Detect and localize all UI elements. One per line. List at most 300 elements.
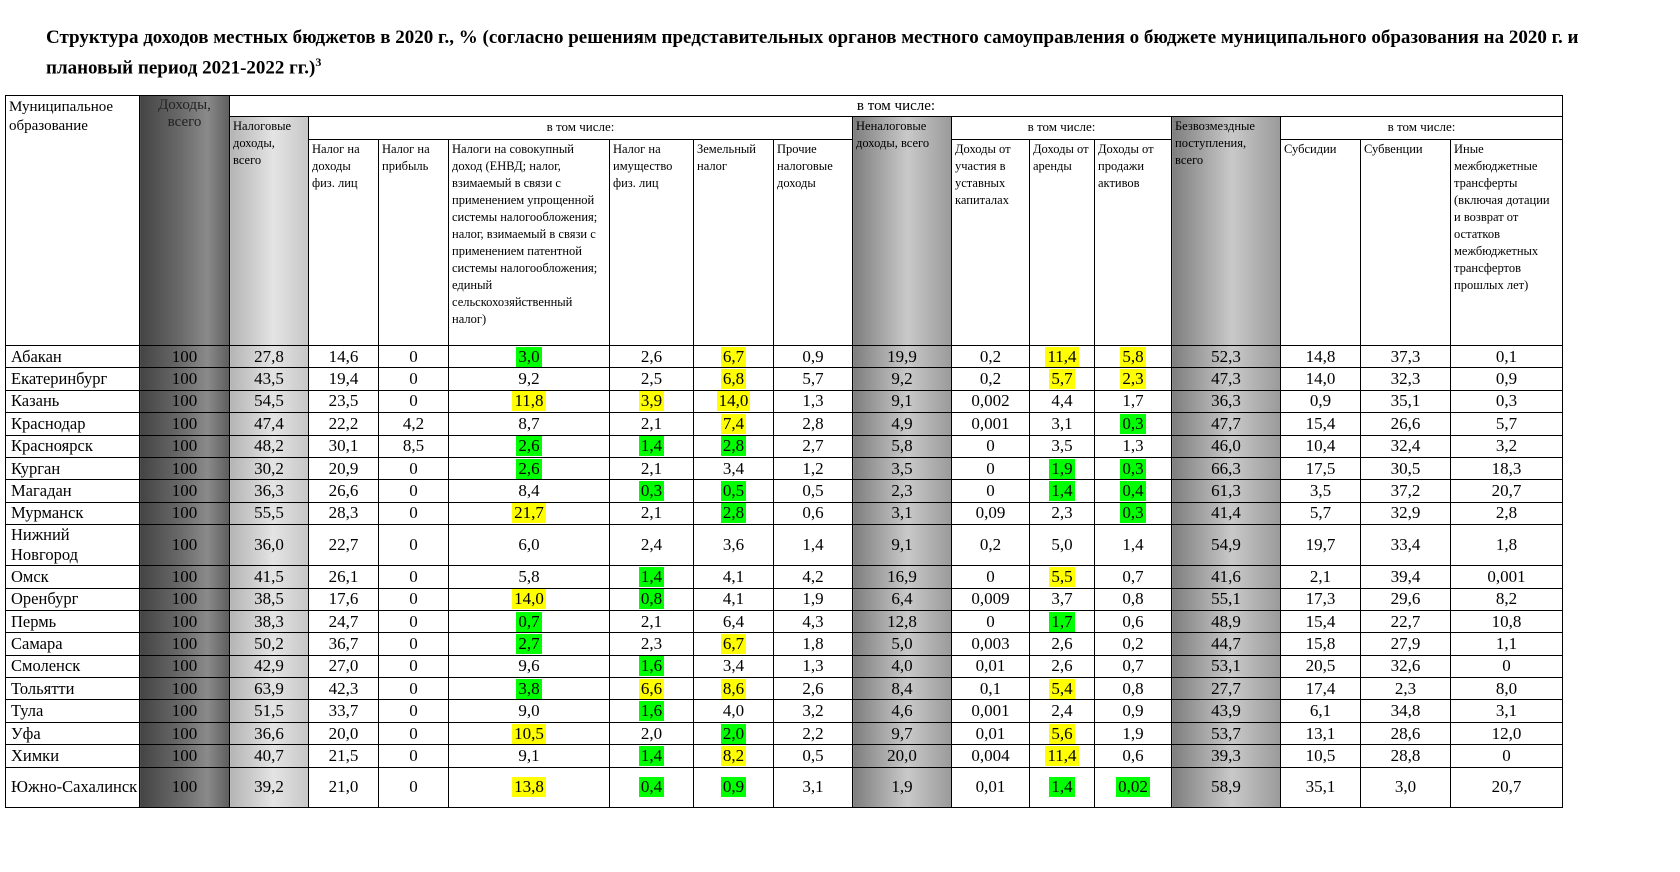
cell-subventions: 22,7 (1361, 610, 1451, 632)
cell-rent-income (1030, 457, 1095, 479)
cell-personal-income-tax: 27,0 (309, 655, 379, 677)
cell-gratuitous-total: 39,3 (1172, 745, 1281, 767)
cell-tax-total: 30,2 (230, 457, 309, 479)
cell-other-transfers: 0 (1451, 745, 1563, 767)
income-structure-table (5, 95, 1563, 808)
cell-gratuitous-total: 58,9 (1172, 767, 1281, 807)
highlight-yellow: 10,5 (514, 723, 544, 743)
cell-asset-sales: 0,6 (1095, 745, 1172, 767)
cell-profit-tax: 0 (379, 722, 449, 744)
cell-property-tax (610, 700, 694, 722)
cell-aggregate-income-taxes (449, 722, 610, 744)
cell-tax-total: 48,2 (230, 435, 309, 457)
cell-tax-total: 42,9 (230, 655, 309, 677)
cell-gratuitous-total: 36,3 (1172, 390, 1281, 412)
cell-total: 100 (140, 502, 230, 524)
cell-gratuitous-total: 44,7 (1172, 633, 1281, 655)
cell-capital-participation: 0,004 (952, 745, 1030, 767)
cell-tax-total: 40,7 (230, 745, 309, 767)
cell-total: 100 (140, 525, 230, 566)
cell-other-tax: 1,8 (774, 633, 853, 655)
highlight-yellow: 5,7 (1051, 369, 1073, 389)
cell-tax-total: 27,8 (230, 346, 309, 368)
cell-gratuitous-total: 47,3 (1172, 368, 1281, 390)
cell-municipality: Мурманск (6, 502, 140, 524)
cell-tax-total: 63,9 (230, 678, 309, 700)
cell-personal-income-tax: 17,6 (309, 588, 379, 610)
cell-personal-income-tax: 26,6 (309, 480, 379, 502)
cell-property-tax: 2,6 (610, 346, 694, 368)
header-land-tax: Земельный налог (694, 140, 774, 346)
cell-asset-sales: 1,7 (1095, 390, 1172, 412)
cell-nontax-total: 20,0 (853, 745, 952, 767)
cell-other-transfers: 8,2 (1451, 588, 1563, 610)
highlight-yellow: 7,4 (722, 413, 745, 433)
cell-other-tax: 1,3 (774, 655, 853, 677)
cell-land-tax (694, 368, 774, 390)
cell-property-tax: 2,1 (610, 457, 694, 479)
table-row (6, 368, 1563, 390)
cell-land-tax (694, 346, 774, 368)
cell-rent-income: 3,5 (1030, 435, 1095, 457)
highlight-green: 0,9 (722, 777, 745, 797)
cell-profit-tax: 0 (379, 745, 449, 767)
cell-land-tax (694, 413, 774, 435)
cell-aggregate-income-taxes (449, 390, 610, 412)
cell-total: 100 (140, 722, 230, 744)
cell-other-transfers: 20,7 (1451, 480, 1563, 502)
cell-property-tax: 2,4 (610, 525, 694, 566)
header-property-tax: Налог на имущество физ. лиц (610, 140, 694, 346)
cell-land-tax: 4,1 (694, 588, 774, 610)
cell-other-tax: 2,8 (774, 413, 853, 435)
highlight-yellow: 11,8 (514, 391, 544, 411)
header-gratuitous-total: Безвозмездные поступления, всего (1172, 117, 1281, 346)
cell-total: 100 (140, 655, 230, 677)
cell-municipality: Магадан (6, 480, 140, 502)
cell-rent-income (1030, 480, 1095, 502)
highlight-yellow: 6,7 (722, 633, 745, 653)
highlight-yellow: 2,3 (1122, 369, 1144, 389)
cell-personal-income-tax: 42,3 (309, 678, 379, 700)
cell-subsidies: 6,1 (1281, 700, 1361, 722)
highlight-yellow: 6,7 (722, 346, 745, 366)
cell-subventions: 35,1 (1361, 390, 1451, 412)
cell-property-tax (610, 435, 694, 457)
cell-aggregate-income-taxes: 9,1 (449, 745, 610, 767)
cell-capital-participation: 0,01 (952, 655, 1030, 677)
cell-subventions: 32,4 (1361, 435, 1451, 457)
table-row (6, 566, 1563, 588)
cell-capital-participation: 0,1 (952, 678, 1030, 700)
highlight-green: 0,3 (1122, 503, 1144, 523)
table-row (6, 655, 1563, 677)
cell-other-transfers: 0,3 (1451, 390, 1563, 412)
header-tax-income-total: Налоговые доходы, всего (230, 117, 309, 346)
cell-subsidies: 15,4 (1281, 413, 1361, 435)
table-row (6, 610, 1563, 632)
cell-asset-sales: 1,4 (1095, 525, 1172, 566)
table-row (6, 480, 1563, 502)
highlight-green: 1,6 (640, 701, 663, 721)
cell-gratuitous-total: 52,3 (1172, 346, 1281, 368)
cell-gratuitous-total: 61,3 (1172, 480, 1281, 502)
cell-profit-tax: 0 (379, 525, 449, 566)
cell-property-tax: 2,1 (610, 502, 694, 524)
cell-property-tax (610, 655, 694, 677)
cell-total: 100 (140, 435, 230, 457)
cell-nontax-total: 3,1 (853, 502, 952, 524)
cell-other-tax: 0,5 (774, 745, 853, 767)
highlight-green: 0,4 (640, 777, 663, 797)
cell-nontax-total: 2,3 (853, 480, 952, 502)
cell-rent-income (1030, 368, 1095, 390)
cell-other-transfers: 3,1 (1451, 700, 1563, 722)
cell-subventions: 28,6 (1361, 722, 1451, 744)
cell-profit-tax: 0 (379, 610, 449, 632)
cell-capital-participation: 0,2 (952, 346, 1030, 368)
cell-other-transfers: 0,1 (1451, 346, 1563, 368)
cell-municipality: Омск (6, 566, 140, 588)
cell-municipality: Курган (6, 457, 140, 479)
cell-other-tax: 2,7 (774, 435, 853, 457)
table-row (6, 390, 1563, 412)
cell-rent-income (1030, 767, 1095, 807)
cell-subsidies: 13,1 (1281, 722, 1361, 744)
highlight-yellow: 11,4 (1047, 745, 1077, 765)
cell-subventions: 37,3 (1361, 346, 1451, 368)
header-aggregate-income-taxes: Налоги на совокупный доход (ЕНВД; налог, взимаемый в связи с применением упрощенной системы налогообложения; налог, взимаемый в связи с применением патентной системы налогообложения; единый сельскохозяйственный налог) (449, 140, 610, 346)
highlight-green: 0,3 (1122, 413, 1144, 433)
header-subsidies: Субсидии (1281, 140, 1361, 346)
cell-gratuitous-total: 48,9 (1172, 610, 1281, 632)
highlight-yellow: 8,6 (722, 678, 745, 698)
cell-profit-tax: 0 (379, 368, 449, 390)
cell-aggregate-income-taxes (449, 435, 610, 457)
cell-subsidies: 35,1 (1281, 767, 1361, 807)
cell-asset-sales: 1,9 (1095, 722, 1172, 744)
cell-other-tax: 1,9 (774, 588, 853, 610)
cell-municipality: Красноярск (6, 435, 140, 457)
cell-capital-participation: 0,009 (952, 588, 1030, 610)
cell-subsidies: 5,7 (1281, 502, 1361, 524)
cell-tax-total: 54,5 (230, 390, 309, 412)
highlight-green: 1,4 (640, 745, 663, 765)
table-body (6, 346, 1563, 808)
cell-total: 100 (140, 566, 230, 588)
cell-gratuitous-total: 43,9 (1172, 700, 1281, 722)
cell-subventions: 3,0 (1361, 767, 1451, 807)
cell-subsidies: 17,4 (1281, 678, 1361, 700)
cell-personal-income-tax: 14,6 (309, 346, 379, 368)
cell-capital-participation: 0,2 (952, 525, 1030, 566)
cell-asset-sales (1095, 457, 1172, 479)
highlight-green: 0,3 (1122, 458, 1144, 478)
cell-total: 100 (140, 588, 230, 610)
cell-gratuitous-total: 46,0 (1172, 435, 1281, 457)
table-row (6, 588, 1563, 610)
cell-profit-tax: 0 (379, 767, 449, 807)
cell-profit-tax: 8,5 (379, 435, 449, 457)
cell-other-transfers: 10,8 (1451, 610, 1563, 632)
table-row (6, 346, 1563, 368)
cell-property-tax (610, 480, 694, 502)
cell-land-tax (694, 502, 774, 524)
cell-other-transfers: 20,7 (1451, 767, 1563, 807)
cell-profit-tax: 0 (379, 566, 449, 588)
highlight-green: 0,02 (1118, 777, 1148, 797)
cell-total: 100 (140, 413, 230, 435)
cell-profit-tax: 0 (379, 678, 449, 700)
cell-subventions: 28,8 (1361, 745, 1451, 767)
highlight-yellow: 5,6 (1051, 723, 1073, 743)
cell-capital-participation: 0 (952, 480, 1030, 502)
cell-nontax-total: 9,1 (853, 390, 952, 412)
cell-personal-income-tax: 22,2 (309, 413, 379, 435)
cell-nontax-total: 1,9 (853, 767, 952, 807)
highlight-green: 2,8 (722, 503, 745, 523)
cell-municipality: Казань (6, 390, 140, 412)
cell-tax-total: 38,5 (230, 588, 309, 610)
cell-nontax-total: 19,9 (853, 346, 952, 368)
header-municipality: Муниципальное образование (6, 96, 140, 346)
cell-subventions: 32,6 (1361, 655, 1451, 677)
cell-tax-total: 39,2 (230, 767, 309, 807)
cell-aggregate-income-taxes (449, 457, 610, 479)
cell-capital-participation: 0 (952, 435, 1030, 457)
cell-capital-participation: 0,01 (952, 767, 1030, 807)
highlight-yellow: 13,8 (514, 777, 544, 797)
highlight-green: 3,0 (518, 346, 540, 366)
cell-personal-income-tax: 26,1 (309, 566, 379, 588)
cell-rent-income: 2,6 (1030, 655, 1095, 677)
cell-rent-income (1030, 566, 1095, 588)
cell-total: 100 (140, 767, 230, 807)
cell-municipality: Химки (6, 745, 140, 767)
cell-rent-income: 3,7 (1030, 588, 1095, 610)
cell-capital-participation: 0,001 (952, 413, 1030, 435)
cell-other-transfers: 1,1 (1451, 633, 1563, 655)
cell-nontax-total: 4,0 (853, 655, 952, 677)
highlight-yellow: 6,8 (722, 369, 745, 389)
cell-gratuitous-total: 66,3 (1172, 457, 1281, 479)
cell-property-tax (610, 566, 694, 588)
highlight-yellow: 5,5 (1051, 566, 1073, 586)
highlight-yellow: 14,0 (514, 589, 544, 609)
highlight-green: 2,7 (518, 633, 540, 653)
header-including-main: в том числе: (230, 96, 1563, 117)
cell-land-tax: 3,4 (694, 457, 774, 479)
cell-property-tax (610, 390, 694, 412)
cell-property-tax: 2,0 (610, 722, 694, 744)
table-row (6, 678, 1563, 700)
cell-other-transfers: 12,0 (1451, 722, 1563, 744)
cell-asset-sales (1095, 413, 1172, 435)
cell-nontax-total: 12,8 (853, 610, 952, 632)
highlight-yellow: 5,8 (1122, 346, 1144, 366)
cell-property-tax (610, 588, 694, 610)
cell-rent-income (1030, 745, 1095, 767)
cell-subsidies: 14,8 (1281, 346, 1361, 368)
cell-personal-income-tax: 33,7 (309, 700, 379, 722)
cell-gratuitous-total: 47,7 (1172, 413, 1281, 435)
cell-gratuitous-total: 27,7 (1172, 678, 1281, 700)
cell-land-tax (694, 480, 774, 502)
cell-capital-participation: 0,09 (952, 502, 1030, 524)
cell-tax-total: 38,3 (230, 610, 309, 632)
cell-subventions: 37,2 (1361, 480, 1451, 502)
cell-municipality: Уфа (6, 722, 140, 744)
header-subventions: Субвенции (1361, 140, 1451, 346)
cell-asset-sales: 0,7 (1095, 566, 1172, 588)
cell-property-tax: 2,1 (610, 610, 694, 632)
cell-rent-income: 5,0 (1030, 525, 1095, 566)
cell-tax-total: 43,5 (230, 368, 309, 390)
cell-personal-income-tax: 22,7 (309, 525, 379, 566)
cell-subsidies: 10,4 (1281, 435, 1361, 457)
cell-nontax-total: 4,6 (853, 700, 952, 722)
header-other-tax: Прочие налоговые доходы (774, 140, 853, 346)
cell-aggregate-income-taxes (449, 502, 610, 524)
cell-aggregate-income-taxes: 9,6 (449, 655, 610, 677)
cell-subventions: 29,6 (1361, 588, 1451, 610)
cell-asset-sales (1095, 480, 1172, 502)
highlight-green: 2,6 (518, 436, 540, 456)
cell-subsidies: 15,8 (1281, 633, 1361, 655)
cell-land-tax: 4,0 (694, 700, 774, 722)
table-row (6, 767, 1563, 807)
cell-land-tax (694, 390, 774, 412)
cell-subsidies: 15,4 (1281, 610, 1361, 632)
cell-property-tax: 2,3 (610, 633, 694, 655)
cell-nontax-total: 9,7 (853, 722, 952, 744)
cell-other-transfers: 8,0 (1451, 678, 1563, 700)
cell-capital-participation: 0,01 (952, 722, 1030, 744)
cell-capital-participation: 0 (952, 610, 1030, 632)
highlight-green: 0,3 (640, 481, 663, 501)
cell-nontax-total: 6,4 (853, 588, 952, 610)
cell-land-tax (694, 633, 774, 655)
table-row (6, 457, 1563, 479)
cell-tax-total: 55,5 (230, 502, 309, 524)
table-row (6, 435, 1563, 457)
cell-subventions: 2,3 (1361, 678, 1451, 700)
cell-tax-total: 51,5 (230, 700, 309, 722)
cell-capital-participation: 0,003 (952, 633, 1030, 655)
cell-aggregate-income-taxes: 9,0 (449, 700, 610, 722)
cell-municipality: Пермь (6, 610, 140, 632)
cell-tax-total: 41,5 (230, 566, 309, 588)
cell-capital-participation: 0 (952, 566, 1030, 588)
cell-asset-sales (1095, 767, 1172, 807)
cell-nontax-total: 9,2 (853, 368, 952, 390)
table-row (6, 633, 1563, 655)
cell-other-tax: 0,9 (774, 346, 853, 368)
cell-gratuitous-total: 41,4 (1172, 502, 1281, 524)
cell-land-tax (694, 435, 774, 457)
cell-rent-income (1030, 678, 1095, 700)
cell-other-tax: 0,5 (774, 480, 853, 502)
cell-capital-participation: 0 (952, 457, 1030, 479)
cell-municipality: Екатеринбург (6, 368, 140, 390)
cell-other-tax: 2,6 (774, 678, 853, 700)
cell-rent-income (1030, 722, 1095, 744)
cell-rent-income: 4,4 (1030, 390, 1095, 412)
cell-total: 100 (140, 457, 230, 479)
cell-other-tax: 0,6 (774, 502, 853, 524)
cell-tax-total: 36,6 (230, 722, 309, 744)
header-nontax-income-total: Неналоговые доходы, всего (853, 117, 952, 346)
header-other-transfers: Иные межбюджетные трансферты (включая дотации и возврат от остатков межбюджетных трансфертов прошлых лет) (1451, 140, 1563, 346)
cell-personal-income-tax: 24,7 (309, 610, 379, 632)
cell-municipality: Краснодар (6, 413, 140, 435)
cell-subsidies: 17,5 (1281, 457, 1361, 479)
cell-personal-income-tax: 21,5 (309, 745, 379, 767)
highlight-green: 0,8 (640, 589, 663, 609)
cell-personal-income-tax: 28,3 (309, 502, 379, 524)
cell-rent-income: 2,4 (1030, 700, 1095, 722)
cell-total: 100 (140, 610, 230, 632)
cell-other-transfers: 5,7 (1451, 413, 1563, 435)
highlight-green: 0,5 (722, 481, 745, 501)
cell-gratuitous-total: 53,1 (1172, 655, 1281, 677)
cell-profit-tax: 0 (379, 480, 449, 502)
cell-municipality: Самара (6, 633, 140, 655)
cell-nontax-total: 9,1 (853, 525, 952, 566)
table-row (6, 722, 1563, 744)
cell-profit-tax: 0 (379, 502, 449, 524)
header-including-nontax: в том числе: (952, 117, 1172, 140)
cell-municipality: Оренбург (6, 588, 140, 610)
cell-other-tax: 4,2 (774, 566, 853, 588)
cell-municipality: Тольятти (6, 678, 140, 700)
table-row (6, 745, 1563, 767)
cell-subsidies: 19,7 (1281, 525, 1361, 566)
cell-subventions: 34,8 (1361, 700, 1451, 722)
cell-total: 100 (140, 346, 230, 368)
cell-aggregate-income-taxes: 6,0 (449, 525, 610, 566)
cell-personal-income-tax: 30,1 (309, 435, 379, 457)
header-rent-income: Доходы от аренды (1030, 140, 1095, 346)
cell-land-tax: 4,1 (694, 566, 774, 588)
cell-municipality: Нижний Новгород (6, 525, 140, 566)
cell-land-tax: 6,4 (694, 610, 774, 632)
cell-aggregate-income-taxes: 5,8 (449, 566, 610, 588)
cell-other-transfers: 0,001 (1451, 566, 1563, 588)
cell-municipality: Абакан (6, 346, 140, 368)
cell-land-tax (694, 767, 774, 807)
cell-subsidies: 2,1 (1281, 566, 1361, 588)
header-total-income: Доходы, всего (140, 96, 230, 346)
cell-nontax-total: 5,0 (853, 633, 952, 655)
cell-property-tax (610, 678, 694, 700)
cell-tax-total: 47,4 (230, 413, 309, 435)
cell-tax-total: 50,2 (230, 633, 309, 655)
cell-personal-income-tax: 36,7 (309, 633, 379, 655)
cell-asset-sales: 0,2 (1095, 633, 1172, 655)
cell-subsidies: 14,0 (1281, 368, 1361, 390)
cell-gratuitous-total: 55,1 (1172, 588, 1281, 610)
cell-asset-sales: 0,8 (1095, 588, 1172, 610)
cell-profit-tax: 4,2 (379, 413, 449, 435)
cell-subventions: 30,5 (1361, 457, 1451, 479)
cell-tax-total: 36,0 (230, 525, 309, 566)
cell-total: 100 (140, 700, 230, 722)
cell-land-tax (694, 745, 774, 767)
highlight-yellow: 6,6 (640, 678, 663, 698)
cell-subventions: 27,9 (1361, 633, 1451, 655)
cell-other-tax: 3,1 (774, 767, 853, 807)
